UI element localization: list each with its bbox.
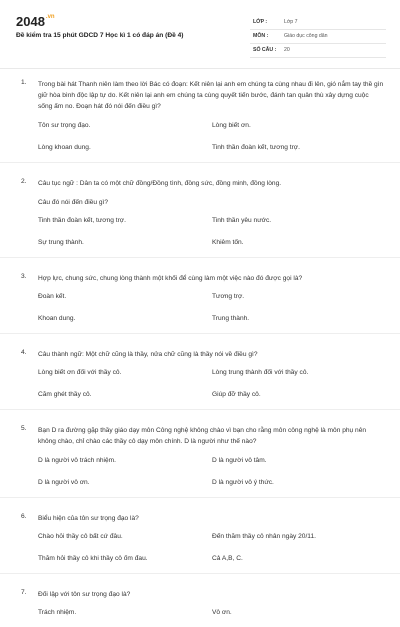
meta-label: SỐ CÂU : (253, 47, 277, 53)
logo-number: 2048 (16, 14, 45, 29)
answer-options (38, 121, 400, 152)
site-logo[interactable] (16, 14, 55, 29)
question-item (0, 344, 400, 410)
answer-option[interactable]: D là người vô ơn. (38, 478, 90, 486)
header-divider (0, 68, 400, 69)
answer-option[interactable]: Sự trung thành. (38, 238, 84, 246)
answer-option[interactable]: Khiêm tốn. (212, 238, 244, 246)
answer-option[interactable]: Khoan dung. (38, 315, 76, 323)
answer-option[interactable]: D là người vô ý thức. (212, 478, 274, 486)
question-number: 1. (21, 79, 27, 86)
question-number: 3. (21, 272, 27, 280)
question-number: 2. (21, 177, 27, 185)
page-title: Đề kiểm tra 15 phút GDCD 7 Học kì 1 có đáp án (Đề 4) (16, 32, 184, 39)
question-text: Câu tục ngữ : Dân ta có một chữ đồng/Đồng tình, đồng sức, đồng minh, đồng lòng. (38, 179, 282, 187)
question-text: Biểu hiện của tôn sư trọng đạo là? (38, 514, 139, 522)
question-divider (0, 333, 400, 334)
answer-option[interactable]: Lòng khoan dung. (38, 143, 91, 151)
answer-option[interactable]: D là người vô tâm. (212, 456, 267, 464)
answer-options (38, 368, 400, 399)
question-list (0, 74, 400, 627)
question-number: 7. (21, 588, 27, 596)
answer-option[interactable]: Tinh thần yêu nước. (212, 216, 272, 224)
answer-option[interactable]: Thăm hỏi thầy cô khi thầy cô ốm đau. (38, 554, 148, 562)
question-number: 6. (21, 512, 27, 520)
question-text: Đối lập với tôn sư trọng đạo là? (38, 590, 131, 598)
meta-label: LỚP : (253, 19, 268, 25)
question-number: 5. (21, 425, 27, 433)
question-divider (0, 573, 400, 574)
question-text: Bạn D ra đường gặp thầy giáo dạy môn Công nghệ không chào vì bạn cho rằng môn công nghệ là môn phụ nên không chào, chỉ chào các thầy cô dạy môn chính. D là người như thế nào? (38, 427, 367, 446)
answer-option[interactable]: D là người vô trách nhiệm. (38, 456, 117, 464)
answer-option[interactable]: Đoàn kết. (38, 293, 67, 301)
answer-option[interactable]: Tinh thần đoàn kết, tương trợ. (212, 143, 300, 151)
answer-options (38, 532, 400, 563)
logo-suffix: .vn (45, 14, 55, 20)
question-item (0, 508, 400, 574)
question-text: Câu thành ngữ: Một chữ cũng là thầy, nửa chữ cũng là thầy nói về điều gì? (38, 351, 258, 359)
answer-options (38, 216, 400, 247)
question-divider (0, 409, 400, 410)
answer-options (38, 608, 400, 617)
answer-options (38, 292, 400, 323)
question-divider (0, 257, 400, 258)
question-item (0, 420, 400, 497)
question-divider (0, 497, 400, 498)
answer-option[interactable]: Giúp đỡ thầy cô. (212, 391, 261, 399)
meta-value: 20 (284, 47, 290, 53)
meta-label: MÔN : (253, 33, 269, 39)
answer-option[interactable]: Căm ghét thầy cô. (38, 391, 92, 399)
question-text-line2: Câu đó nói đến điều gì? (38, 198, 109, 206)
answer-option[interactable]: Trung thành. (212, 315, 250, 323)
answer-option[interactable]: Tôn sư trọng đạo. (38, 121, 91, 129)
meta-row-subject (250, 30, 386, 44)
question-text: Trong bài hát Thanh niên làm theo lời Bác có đoạn: Kết niên lại anh em chúng ta cùng nhau đi lên, gió nắm tay thề gìn giữ hòa bình độc lập tự do. Kết niên lại anh em chúng ta cùng quyết tiến bước, đánh tan quân thù xây dựng cuộc sống ấm no. Đoạn hát đó nói đến điều gì? (38, 81, 384, 111)
question-text: Hợp lực, chung sức, chung lòng thành một khối để cùng làm một việc nào đó được gọi là? (38, 274, 303, 282)
question-item (0, 584, 400, 617)
answer-option[interactable]: Tương trợ. (212, 293, 245, 301)
answer-option[interactable]: Trách nhiệm. (38, 609, 77, 617)
meta-row-count (250, 44, 386, 58)
question-item (0, 173, 400, 258)
question-divider (0, 162, 400, 163)
answer-option[interactable]: Lòng biết ơn. (212, 121, 251, 129)
answer-option[interactable]: Tinh thần đoàn kết, tương trợ. (38, 216, 126, 224)
meta-row-class (250, 16, 386, 30)
meta-value[interactable]: Lớp 7 (284, 19, 298, 25)
meta-value[interactable]: Giáo dục công dân (284, 33, 328, 39)
exam-meta-table (250, 16, 386, 58)
question-item (0, 74, 400, 163)
answer-option[interactable]: Đến thăm thầy cô nhân ngày 20/11. (212, 532, 316, 540)
answer-option[interactable]: Cả A,B, C. (212, 554, 243, 562)
answer-option[interactable]: Chào hỏi thầy cô bất cứ đâu. (38, 532, 123, 540)
answer-options (38, 456, 400, 487)
answer-option[interactable]: Vô ơn. (212, 609, 232, 617)
question-item (0, 268, 400, 334)
answer-option[interactable]: Lòng trung thành đối với thầy cô. (212, 369, 309, 377)
answer-option[interactable]: Lòng biết ơn đối với thầy cô. (38, 369, 122, 377)
page-header (0, 0, 400, 64)
question-number: 4. (21, 349, 27, 357)
